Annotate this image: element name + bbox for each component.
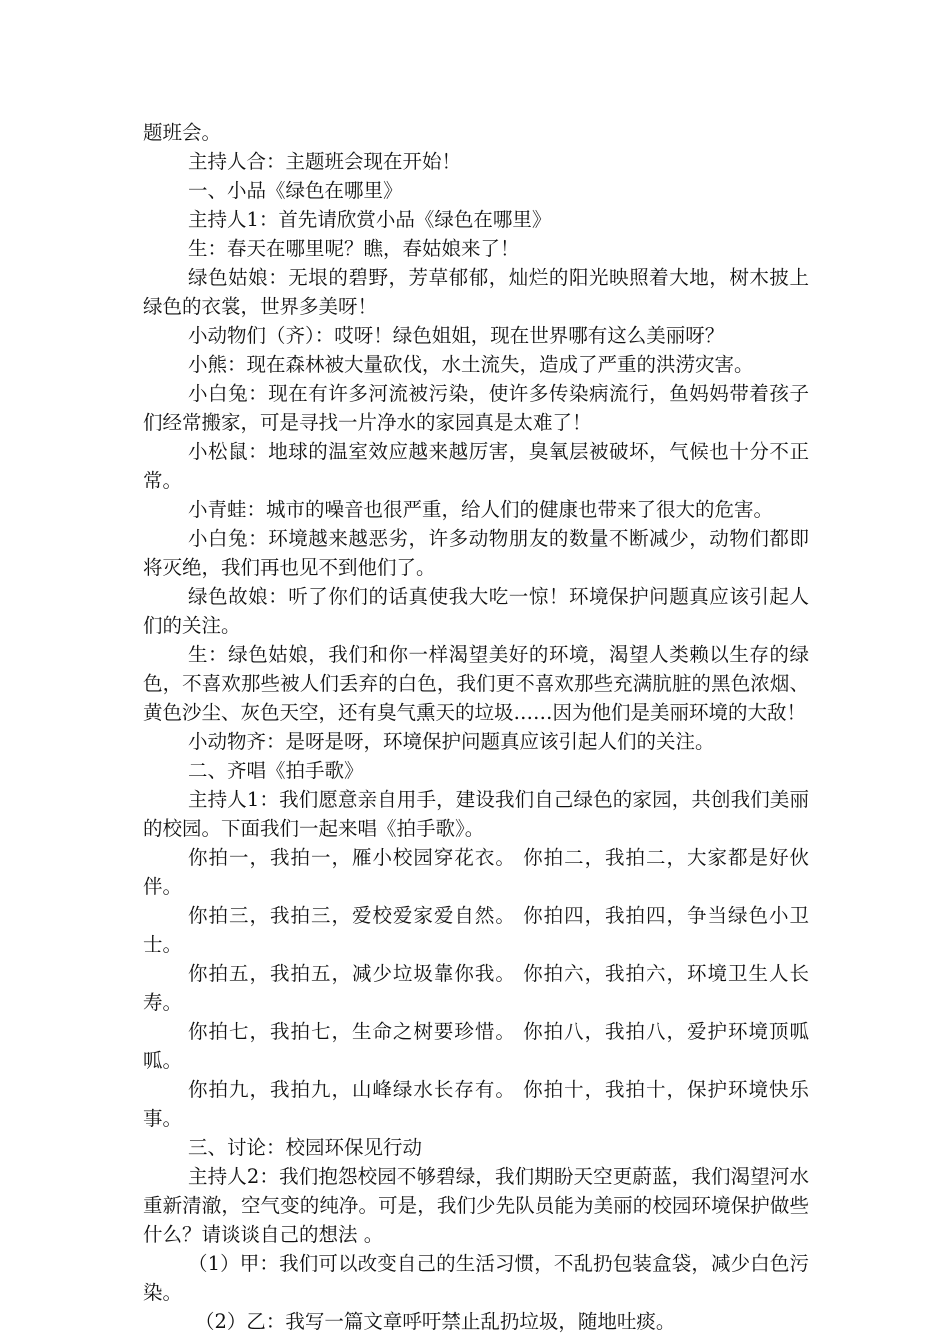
paragraph: 小动物们（齐）：哎呀！绿色姐姐，现在世界哪有这么美丽呀？ xyxy=(188,324,725,347)
song-verse: 你拍九，我拍九，山峰绿水长存有。 你拍十，我拍十，保护环境快乐事。 xyxy=(143,1078,809,1130)
section-heading: 二、齐唱《拍手歌》 xyxy=(188,759,364,782)
paragraph: 小松鼠：地球的温室效应越来越厉害，臭氧层被破坏，气候也十分不正常。 xyxy=(143,440,809,492)
song-verse: 你拍一，我拍一，雁小校园穿花衣。 你拍二，我拍二，大家都是好伙伴。 xyxy=(143,846,809,898)
song-verse: 你拍三，我拍三，爱校爱家爱自然。 你拍四，我拍四，争当绿色小卫士。 xyxy=(143,904,809,956)
paragraph: （2）乙：我写一篇文章呼吁禁止乱扔垃圾，随地吐痰。 xyxy=(195,1310,676,1333)
paragraph: 主持人1：我们愿意亲自用手，建设我们自己绿色的家园，共创我们美丽的校园。下面我们一起来唱《拍手歌》。 xyxy=(143,788,809,840)
paragraph: （1）甲：我们可以改变自己的生活习惯，不乱扔包装盒袋，减少白色污染。 xyxy=(143,1252,809,1304)
song-verse: 你拍七，我拍七，生命之树要珍惜。 你拍八，我拍八，爱护环境顶呱呱。 xyxy=(143,1020,809,1072)
paragraph: 主持人1：首先请欣赏小品《绿色在哪里》 xyxy=(188,208,552,231)
paragraph: 小动物齐：是呀是呀，环境保护问题真应该引起人们的关注。 xyxy=(188,730,715,753)
paragraph: 题班会。 xyxy=(143,121,222,144)
paragraph: 小青蛙：城市的噪音也很严重，给人们的健康也带来了很大的危害。 xyxy=(188,498,774,521)
paragraph: 小白兔：环境越来越恶劣，许多动物朋友的数量不断减少，动物们都即将灭绝，我们再也见不到他们了。 xyxy=(143,527,809,579)
section-heading: 一、小品《绿色在哪里》 xyxy=(188,179,403,202)
paragraph: 绿色故娘：听了你们的话真使我大吃一惊！环境保护问题真应该引起人们的关注。 xyxy=(143,585,809,637)
paragraph: 小白兔：现在有许多河流被污染，使许多传染病流行，鱼妈妈带着孩子们经常搬家，可是寻找一片净水的家园真是太难了！ xyxy=(143,382,809,434)
section-heading: 三、讨论：校园环保见行动 xyxy=(188,1136,423,1159)
document-body xyxy=(143,118,809,1336)
paragraph: 主持人合：主题班会现在开始！ xyxy=(188,150,462,173)
paragraph: 主持人2：我们抱怨校园不够碧绿，我们期盼天空更蔚蓝，我们渴望河水重新清澈，空气变的纯净。可是，我们少先队员能为美丽的校园环境保护做些什么？请谈谈自己的想法 。 xyxy=(143,1165,809,1246)
paragraph: 生：春天在哪里呢？瞧，春姑娘来了！ xyxy=(188,237,520,260)
song-verse: 你拍五，我拍五，减少垃圾靠你我。 你拍六，我拍六，环境卫生人长寿。 xyxy=(143,962,809,1014)
paragraph: 生：绿色姑娘，我们和你一样渴望美好的环境，渴望人类赖以生存的绿色，不喜欢那些被人们丢弃的白色，我们更不喜欢那些充满肮脏的黑色浓烟、黄色沙尘、灰色天空，还有臭气熏天的垃圾……因为他们是美丽环境的大敌！ xyxy=(143,643,809,724)
paragraph: 绿色姑娘：无垠的碧野，芳草郁郁，灿烂的阳光映照着大地，树木披上绿色的衣裳，世界多美呀！ xyxy=(143,266,809,318)
paragraph: 小熊：现在森林被大量砍伐，水土流失，造成了严重的洪涝灾害。 xyxy=(188,353,754,376)
